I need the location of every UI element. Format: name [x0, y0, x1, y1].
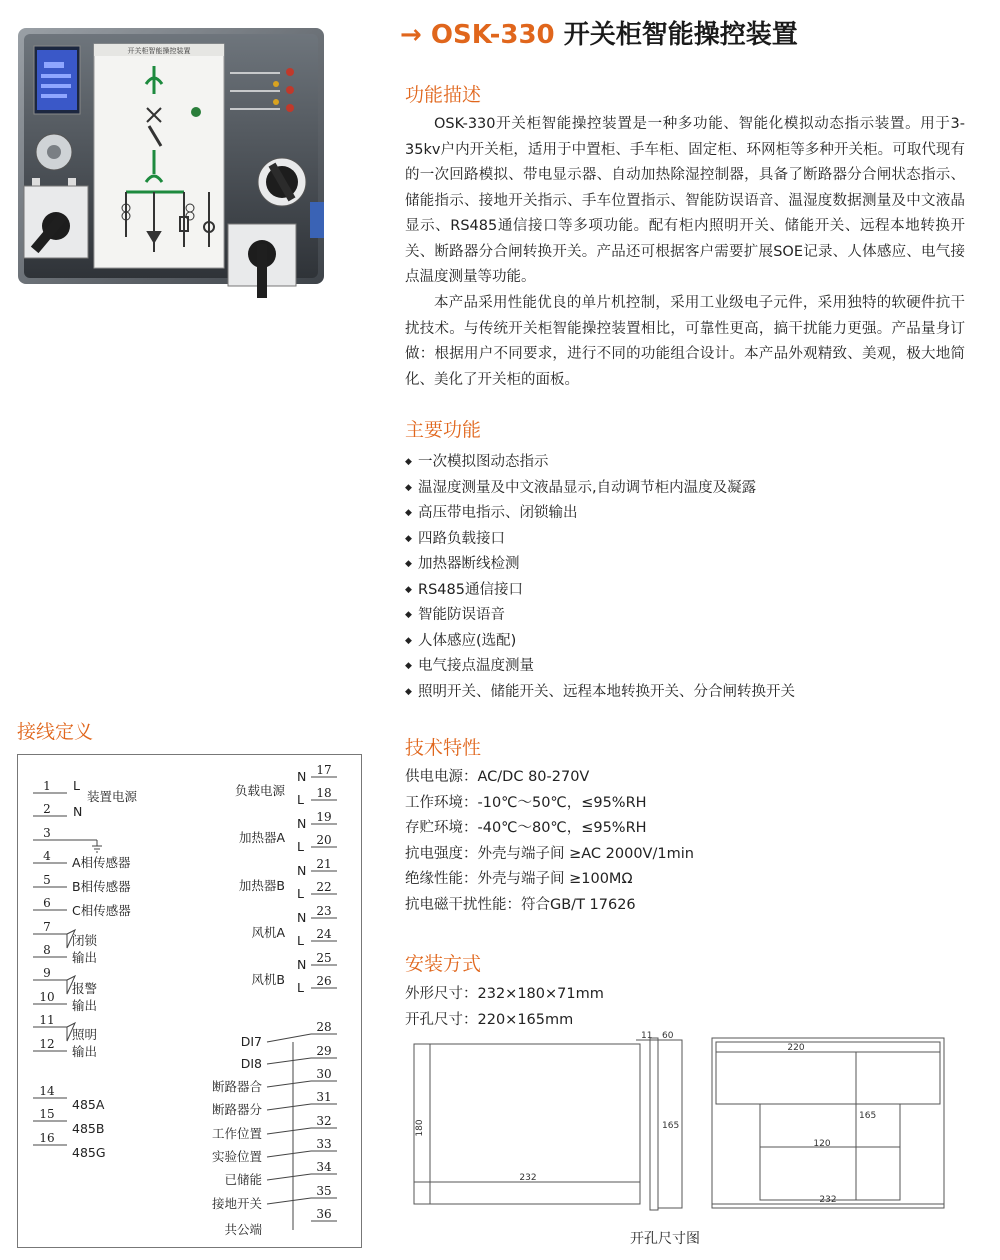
- label-sensor-b: B相传感器: [72, 879, 131, 894]
- label-stored: 已储能: [224, 1172, 262, 1187]
- device-photo: [14, 22, 334, 302]
- cutout-dimension-drawing: [410, 1030, 950, 1220]
- list-item: ◆ 高压带电指示、闭锁输出: [405, 505, 578, 521]
- terminal-5: 5: [43, 873, 51, 887]
- list-item: 外形尺寸：232×180×71mm: [405, 986, 604, 1002]
- tech-spec-list: [405, 765, 694, 918]
- dim-120: 120: [813, 1139, 831, 1149]
- terminal-23: 23: [316, 904, 332, 918]
- label-heater-a: 加热器A: [238, 830, 285, 845]
- main-function-list: [405, 450, 795, 705]
- terminal-2: 2: [43, 802, 51, 816]
- list-item: 供电电源：AC/DC 80-270V: [405, 769, 590, 785]
- label-earth-switch: 接地开关: [211, 1196, 262, 1211]
- label-work-position: 工作位置: [211, 1126, 262, 1141]
- list-item: ◆ 照明开关、储能开关、远程本地转换开关、分合闸转换开关: [405, 683, 795, 700]
- terminal-36: 36: [316, 1207, 332, 1221]
- install-spec-list: [405, 982, 604, 1033]
- label-breaker-open: 断路器分: [211, 1102, 262, 1117]
- terminal-3: 3: [43, 826, 51, 840]
- terminal-15: 15: [39, 1107, 55, 1121]
- title-model: OSK-330: [430, 20, 555, 50]
- terminal-33: 33: [316, 1137, 332, 1151]
- title-arrow: →: [400, 20, 422, 50]
- list-item: 存贮环境：-40℃～80℃，≤95%RH: [405, 820, 647, 836]
- function-paragraph-1: OSK-330开关柜智能操控装置是一种多功能、智能化模拟动态指示装置。用于3-35kv户内开关柜，适用于中置柜、手车柜、固定柜、环网柜等多种开关柜。可取代现有的一次回路模拟、带电显示器、自动加热除湿控制器，具备了断路器分合闸状态指示、储能指示、接地开关指示、手车位置指示、智能防误语音、温湿度数据测量及中文液晶显示、RS485通信接口等多项功能。配有柜内照明开关、储能开关、远程本地转换开关、断路器分合闸转换开关。产品还可根据客户需要扩展SOE记录、人体感应、电气接点温度测量等功能。: [405, 116, 965, 285]
- label-l: L: [297, 933, 304, 948]
- list-item: ◆ 电气接点温度测量: [405, 658, 534, 674]
- terminal-14: 14: [39, 1084, 55, 1098]
- list-item: 抗电强度：外壳与端子间 ≥AC 2000V/1min: [405, 845, 694, 862]
- list-item: 抗电磁干扰性能：符合GB/T 17626: [405, 896, 636, 913]
- list-item: ◆ 加热器断线检测: [405, 556, 520, 572]
- terminal-1: 1: [43, 779, 51, 793]
- label-test-position: 实验位置: [211, 1149, 262, 1164]
- list-item: ◆ 一次模拟图动态指示: [405, 454, 549, 470]
- terminal-28: 28: [316, 1020, 332, 1034]
- label-fan-a: 风机A: [251, 925, 285, 940]
- label-light-2: 输出: [72, 1044, 98, 1059]
- terminal-35: 35: [316, 1184, 332, 1198]
- label-L: L: [73, 778, 80, 793]
- title-name: 开关柜智能操控装置: [563, 20, 798, 50]
- label-power: 装置电源: [87, 789, 138, 804]
- label-l: L: [297, 839, 304, 854]
- terminal-20: 20: [316, 833, 332, 847]
- function-paragraph-2: 本产品采用性能优良的单片机控制，采用工业级电子元件，采用独特的软硬件抗干扰技术。与传统开关柜智能操控装置相比，可靠性更高，搞干扰能力更强。产品量身订做：根据用户不同要求，进行不同的功能组合设计。本产品外观精致、美观，极大地简化、美化了开关柜的面板。: [405, 295, 965, 388]
- terminal-34: 34: [316, 1160, 332, 1174]
- list-item: 绝缘性能：外壳与端子间 ≥100MΩ: [405, 871, 633, 887]
- label-heater-b: 加热器B: [238, 878, 285, 893]
- terminal-24: 24: [316, 927, 332, 941]
- dim-165b: 165: [859, 1111, 877, 1121]
- list-item: 工作环境：-10℃～50℃，≤95%RH: [405, 794, 647, 811]
- label-sensor-a: A相传感器: [72, 855, 131, 870]
- dim-165: 165: [662, 1121, 680, 1131]
- terminal-16: 16: [39, 1131, 55, 1145]
- list-item: ◆ 温湿度测量及中文液晶显示,自动调节柜内温度及凝露: [405, 479, 757, 496]
- terminal-32: 32: [316, 1114, 332, 1128]
- label-l: L: [297, 980, 304, 995]
- label-l: L: [297, 886, 304, 901]
- heading-wiring: 接线定义: [17, 721, 94, 743]
- terminal-11: 11: [39, 1013, 55, 1027]
- heading-main: 主要功能: [405, 419, 482, 441]
- label-di7: DI7: [240, 1034, 262, 1049]
- label-sensor-c: C相传感器: [72, 903, 131, 918]
- label-lock-2: 输出: [72, 950, 98, 965]
- label-load-power: 负载电源: [234, 783, 285, 798]
- dim-232: 232: [519, 1173, 537, 1183]
- dim-180: 180: [415, 1119, 425, 1137]
- terminal-26: 26: [316, 974, 332, 988]
- dim-60: 60: [662, 1031, 674, 1041]
- label-lock-1: 闭锁: [72, 933, 98, 948]
- dim-11: 11: [641, 1031, 653, 1041]
- label-N: N: [73, 804, 83, 819]
- label-fan-b: 风机B: [251, 972, 285, 987]
- label-alarm-2: 输出: [72, 998, 98, 1013]
- label-n: N: [297, 816, 307, 831]
- heading-install: 安装方式: [405, 953, 482, 975]
- label-485b: 485B: [72, 1121, 105, 1136]
- terminal-30: 30: [316, 1067, 332, 1081]
- list-item: ◆ 智能防误语音: [405, 607, 505, 623]
- list-item: ◆ RS485通信接口: [405, 581, 523, 598]
- label-l: L: [297, 792, 304, 807]
- label-n: N: [297, 863, 307, 878]
- terminal-8: 8: [43, 943, 51, 957]
- terminal-19: 19: [316, 810, 332, 824]
- label-di8: DI8: [240, 1056, 262, 1071]
- label-alarm-1: 报警: [72, 981, 98, 996]
- heading-tech: 技术特性: [405, 737, 482, 759]
- terminal-7: 7: [43, 920, 51, 934]
- terminal-4: 4: [43, 849, 51, 863]
- label-485g: 485G: [72, 1145, 106, 1160]
- dimension-caption: 开孔尺寸图: [630, 1231, 700, 1247]
- list-item: 开孔尺寸：220×165mm: [405, 1011, 574, 1028]
- terminal-10: 10: [39, 990, 55, 1004]
- dim-232b: 232: [819, 1195, 837, 1205]
- heading-function: 功能描述: [405, 84, 482, 106]
- terminal-12: 12: [39, 1037, 55, 1051]
- wiring-diagram: [17, 754, 362, 1248]
- label-485a: 485A: [72, 1097, 105, 1112]
- terminal-17: 17: [316, 763, 332, 777]
- list-item: ◆ 人体感应(选配): [405, 632, 517, 649]
- dim-220: 220: [787, 1043, 805, 1053]
- label-n: N: [297, 769, 307, 784]
- terminal-21: 21: [316, 857, 332, 871]
- page-title: [400, 14, 798, 51]
- terminal-6: 6: [43, 896, 51, 910]
- list-item: ◆ 四路负载接口: [405, 530, 505, 547]
- terminal-9: 9: [43, 966, 51, 980]
- label-n: N: [297, 910, 307, 925]
- label-light-1: 照明: [72, 1027, 98, 1042]
- terminal-25: 25: [316, 951, 332, 965]
- label-common: 共公端: [224, 1222, 262, 1237]
- device-panel-title: 开关柜智能操控装置: [127, 47, 191, 55]
- label-breaker-close: 断路器合: [211, 1079, 262, 1094]
- terminal-31: 31: [316, 1090, 332, 1104]
- terminal-22: 22: [316, 880, 332, 894]
- label-n: N: [297, 957, 307, 972]
- terminal-29: 29: [316, 1044, 332, 1058]
- terminal-18: 18: [316, 786, 332, 800]
